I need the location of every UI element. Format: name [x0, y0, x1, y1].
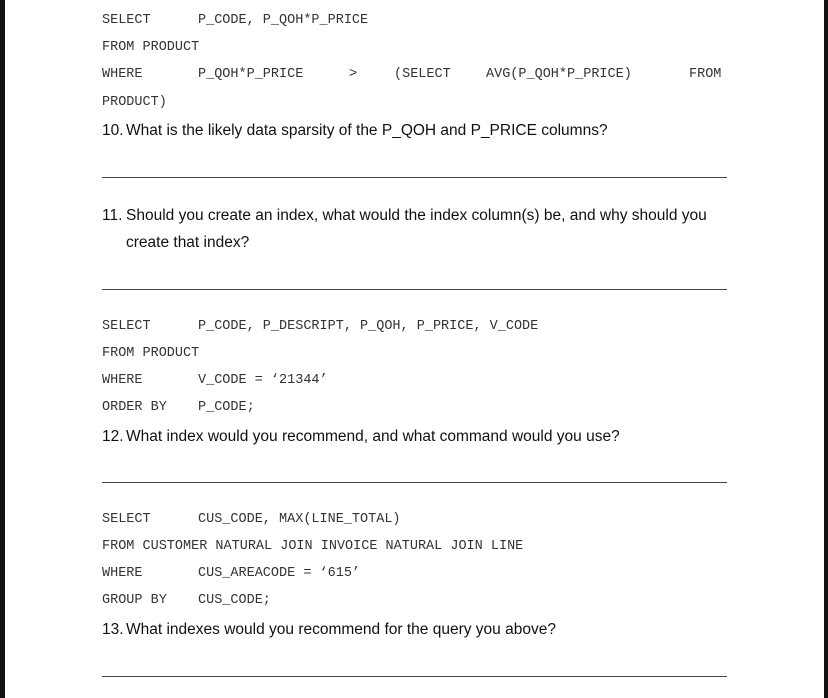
question-number: 12. — [102, 428, 124, 445]
subquery-table: PRODUCT) — [102, 95, 167, 110]
question-number: 11. — [102, 207, 123, 224]
question-number: 13. — [102, 621, 124, 638]
from-clause: FROM CUSTOMER NATURAL JOIN INVOICE NATURAL JOIN LINE — [102, 539, 524, 554]
subquery-select: (SELECT — [394, 67, 451, 82]
select-keyword: SELECT — [102, 319, 151, 334]
answer-line-12[interactable] — [102, 482, 727, 483]
question-text: What is the likely data sparsity of the P_QOH and P_PRICE columns? — [126, 122, 608, 139]
subquery-from: FROM — [689, 67, 722, 82]
question-number: 10. — [102, 122, 124, 139]
answer-line-13[interactable] — [102, 676, 727, 677]
order-by-keyword: ORDER BY — [102, 400, 167, 415]
from-clause: FROM PRODUCT — [102, 346, 200, 361]
answer-line-11[interactable] — [102, 289, 727, 290]
where-operator: > — [349, 67, 358, 82]
answer-line-10[interactable] — [102, 177, 727, 178]
subquery-avg: AVG(P_QOH*P_PRICE) — [486, 67, 632, 82]
order-by-column: P_CODE; — [198, 400, 255, 415]
left-border — [0, 0, 5, 698]
group-by-keyword: GROUP BY — [102, 593, 167, 608]
select-keyword: SELECT — [102, 512, 151, 527]
where-condition: CUS_AREACODE = ‘615’ — [198, 566, 361, 581]
question-text-line-2: create that index? — [126, 234, 250, 251]
where-keyword: WHERE — [102, 373, 143, 388]
where-column: P_QOH*P_PRICE — [198, 67, 304, 82]
right-border — [824, 0, 828, 698]
select-columns: CUS_CODE, MAX(LINE_TOTAL) — [198, 512, 401, 527]
question-text: What index would you recommend, and what command would you use? — [126, 428, 620, 445]
group-by-column: CUS_CODE; — [198, 593, 271, 608]
select-columns: P_CODE, P_DESCRIPT, P_QOH, P_PRICE, V_CODE — [198, 319, 539, 334]
question-text-line-1: Should you create an index, what would the index column(s) be, and why should you — [126, 207, 707, 224]
where-condition: V_CODE = ‘21344’ — [198, 373, 328, 388]
where-keyword: WHERE — [102, 566, 143, 581]
question-text: What indexes would you recommend for the query you above? — [126, 621, 556, 638]
from-clause: FROM PRODUCT — [102, 40, 200, 55]
where-keyword: WHERE — [102, 67, 143, 82]
select-keyword: SELECT — [102, 13, 151, 28]
select-columns: P_CODE, P_QOH*P_PRICE — [198, 13, 369, 28]
